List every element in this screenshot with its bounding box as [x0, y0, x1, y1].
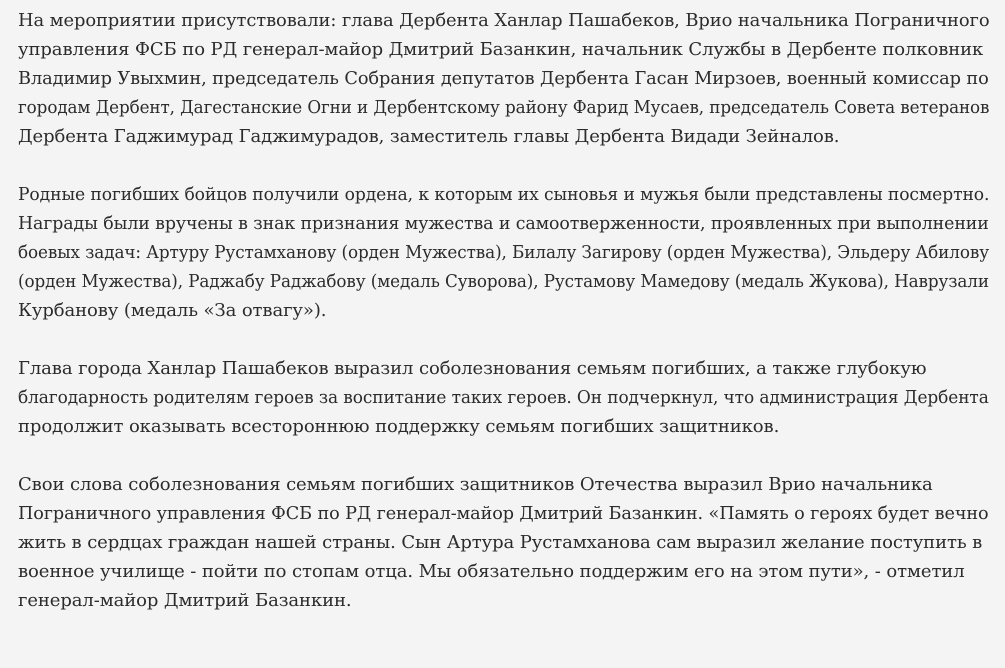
text-line: боевых задач: Артуру Рустамханову (орден Мужества), Билалу Загирову (орден Мужества), Эльдеру Абилову: [18, 242, 990, 263]
text-line: управления ФСБ по РД генерал-майор Дмитрий Базанкин, начальник Службы в Дербенте полковник: [18, 39, 984, 60]
text-line: (орден Мужества), Раджабу Раджабову (медаль Суворова), Рустамову Мамедову (медаль Жукова), Наврузали: [18, 271, 989, 292]
text-line: Курбанову (медаль «За отвагу»).: [18, 300, 327, 321]
paragraph-condolences-head: [18, 354, 989, 441]
text-line: Пограничного управления ФСБ по РД генерал-майор Дмитрий Базанкин. «Память о героях будет вечно: [18, 503, 989, 524]
text-line: жить в сердцах граждан нашей страны. Сын Артура Рустамханова сам выразил желание поступить в: [18, 532, 983, 553]
text-line: генерал-майор Дмитрий Базанкин.: [18, 590, 352, 611]
text-line: военное училище - пойти по стопам отца. Мы обязательно поддержим его на этом пути», - отметил: [18, 561, 965, 582]
paragraph-attendees: [18, 6, 989, 151]
text-line: Владимир Увыхмин, председатель Собрания депутатов Дербента Гасан Мирзоев, военный комиссар по: [18, 68, 989, 89]
text-line: На мероприятии присутствовали: глава Дербента Ханлар Пашабеков, Врио начальника Пограничного: [18, 10, 990, 31]
text-line: городам Дербент, Дагестанские Огни и Дербентскому району Фарид Мусаев, председатель Совета ветеранов: [18, 97, 990, 118]
text-line: благодарность родителям героев за воспитание таких героев. Он подчеркнул, что администрация Дербента: [18, 387, 989, 408]
text-line: продолжит оказывать всестороннюю поддержку семьям погибших защитников.: [18, 416, 780, 437]
text-line: Родные погибших бойцов получили ордена, к которым их сыновья и мужья были представлены посмертно.: [18, 184, 990, 205]
text-line: Глава города Ханлар Пашабеков выразил соболезнования семьям погибших, а также глубокую: [18, 358, 927, 379]
paragraph-condolences-fsb: [18, 470, 989, 615]
text-line: Награды были вручены в знак признания мужества и самоотверженности, проявленных при выполнении: [18, 213, 989, 234]
text-line: Свои слова соболезнования семьям погибших защитников Отечества выразил Врио начальника: [18, 474, 933, 495]
text-line: Дербента Гаджимурад Гаджимурадов, заместитель главы Дербента Видади Зейналов.: [18, 126, 840, 147]
paragraph-awards: [18, 180, 989, 325]
